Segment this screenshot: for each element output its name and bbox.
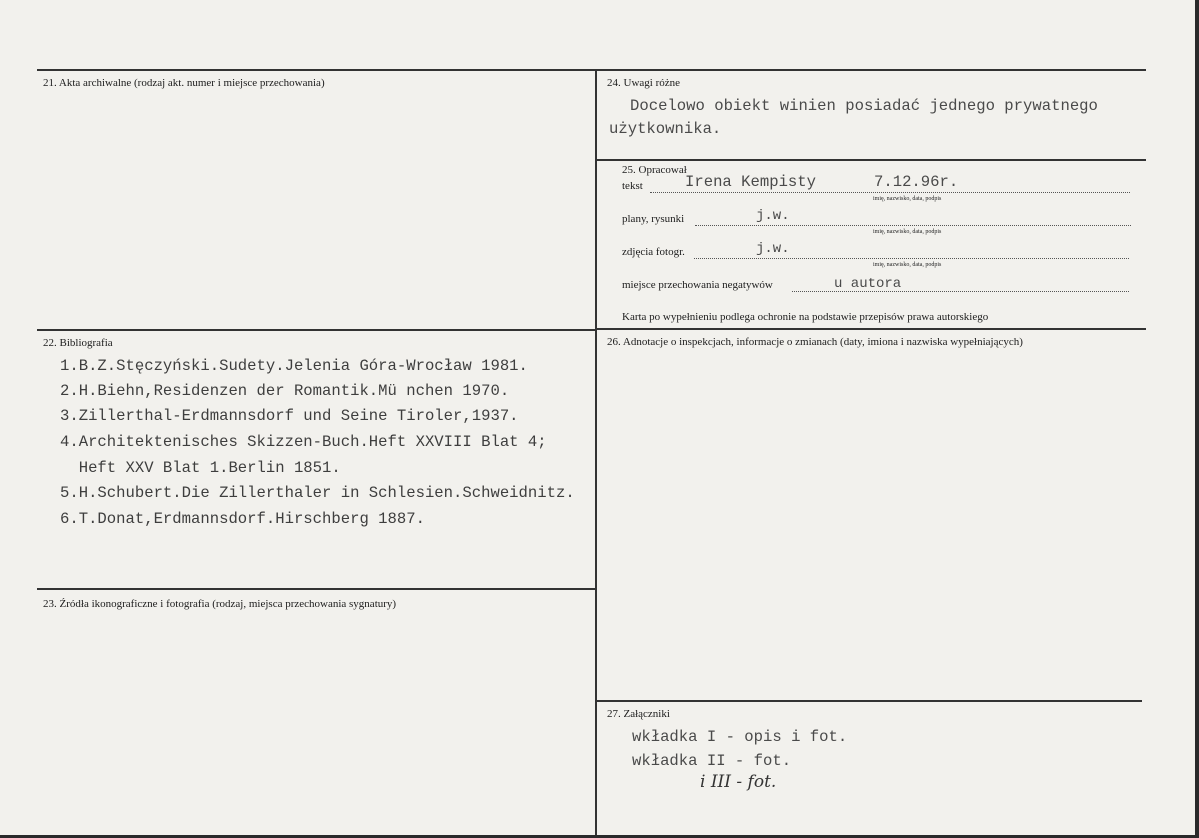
section-27-label: 27. Załączniki <box>607 708 670 720</box>
rule-25-26 <box>597 328 1146 330</box>
negatywy-label: miejsce przechowania negatywów <box>622 279 773 291</box>
tekst-label: tekst <box>622 180 643 192</box>
rule-22-23 <box>37 588 595 590</box>
section-23-label: 23. Źródła ikonograficzne i fotografia (rodzaj, miejsca przechowania sygnatury) <box>43 598 397 610</box>
bibliography-line-6: 6.T.Donat,Erdmannsdorf.Hirschberg 1887. <box>60 510 425 528</box>
plany-caption: imię, nazwisko, data, podpis <box>873 229 942 235</box>
rule-21-22 <box>37 329 595 331</box>
zdjecia-label: zdjęcia fotogr. <box>622 246 685 258</box>
bibliography-line-5: 5.H.Schubert.Die Zillerthaler in Schlesien.Schweidnitz. <box>60 484 575 502</box>
tekst-date: 7.12.96r. <box>874 173 959 191</box>
tekst-caption: imię, nazwisko, data, podpis <box>873 196 942 202</box>
section-24-label: 24. Uwagi różne <box>607 77 681 89</box>
right-edge <box>1195 0 1199 838</box>
zdjecia-value: j.w. <box>756 241 790 257</box>
center-divider <box>595 69 597 838</box>
section-25-label: 25. Opracował <box>622 164 687 176</box>
attachment-line-1: wkładka I - opis i fot. <box>632 728 848 746</box>
copyright-note: Karta po wypełnieniu podlega ochronie na podstawie przepisów prawa autorskiego <box>622 311 989 323</box>
bibliography-line-4: 4.Architektenisches Skizzen-Buch.Heft XXVIII Blat 4; <box>60 433 547 451</box>
bibliography-line-2: 2.H.Biehn,Residenzen der Romantik.Mü nchen 1970. <box>60 382 510 400</box>
remarks-line-2: użytkownika. <box>609 120 722 138</box>
attachment-line-2: wkładka II - fot. <box>632 752 792 770</box>
plany-dotted-line <box>695 225 1131 226</box>
zdjecia-caption: imię, nazwisko, data, podpis <box>873 262 942 268</box>
bibliography-line-4b: Heft XXV Blat 1.Berlin 1851. <box>60 459 341 477</box>
tekst-author: Irena Kempisty <box>685 173 817 191</box>
negatywy-value: u autora <box>834 276 902 292</box>
tekst-dotted-line <box>650 192 1130 193</box>
bibliography-line-3: 3.Zillerthal-Erdmannsdorf und Seine Tiroler,1937. <box>60 407 519 425</box>
section-26-label: 26. Adnotacje o inspekcjach, informacje o zmianach (daty, imiona i nazwiska wypełniających) <box>607 336 1023 348</box>
section-22-label: 22. Bibliografia <box>43 337 113 349</box>
bibliography-line-1: 1.B.Z.Stęczyński.Sudety.Jelenia Góra-Wrocław 1981. <box>60 357 528 375</box>
remarks-line-1: Docelowo obiekt winien posiadać jednego prywatnego <box>630 97 1098 115</box>
plany-value: j.w. <box>756 208 790 224</box>
section-21-label: 21. Akta archiwalne (rodzaj akt. numer i miejsce przechowania) <box>43 77 325 89</box>
plany-label: plany, rysunki <box>622 213 685 225</box>
rule-24-25 <box>597 159 1146 161</box>
rule-26-27 <box>597 700 1142 702</box>
attachment-handwritten: i III - fot. <box>700 772 777 792</box>
zdjecia-dotted-line <box>694 258 1129 259</box>
top-rule <box>37 69 1146 71</box>
